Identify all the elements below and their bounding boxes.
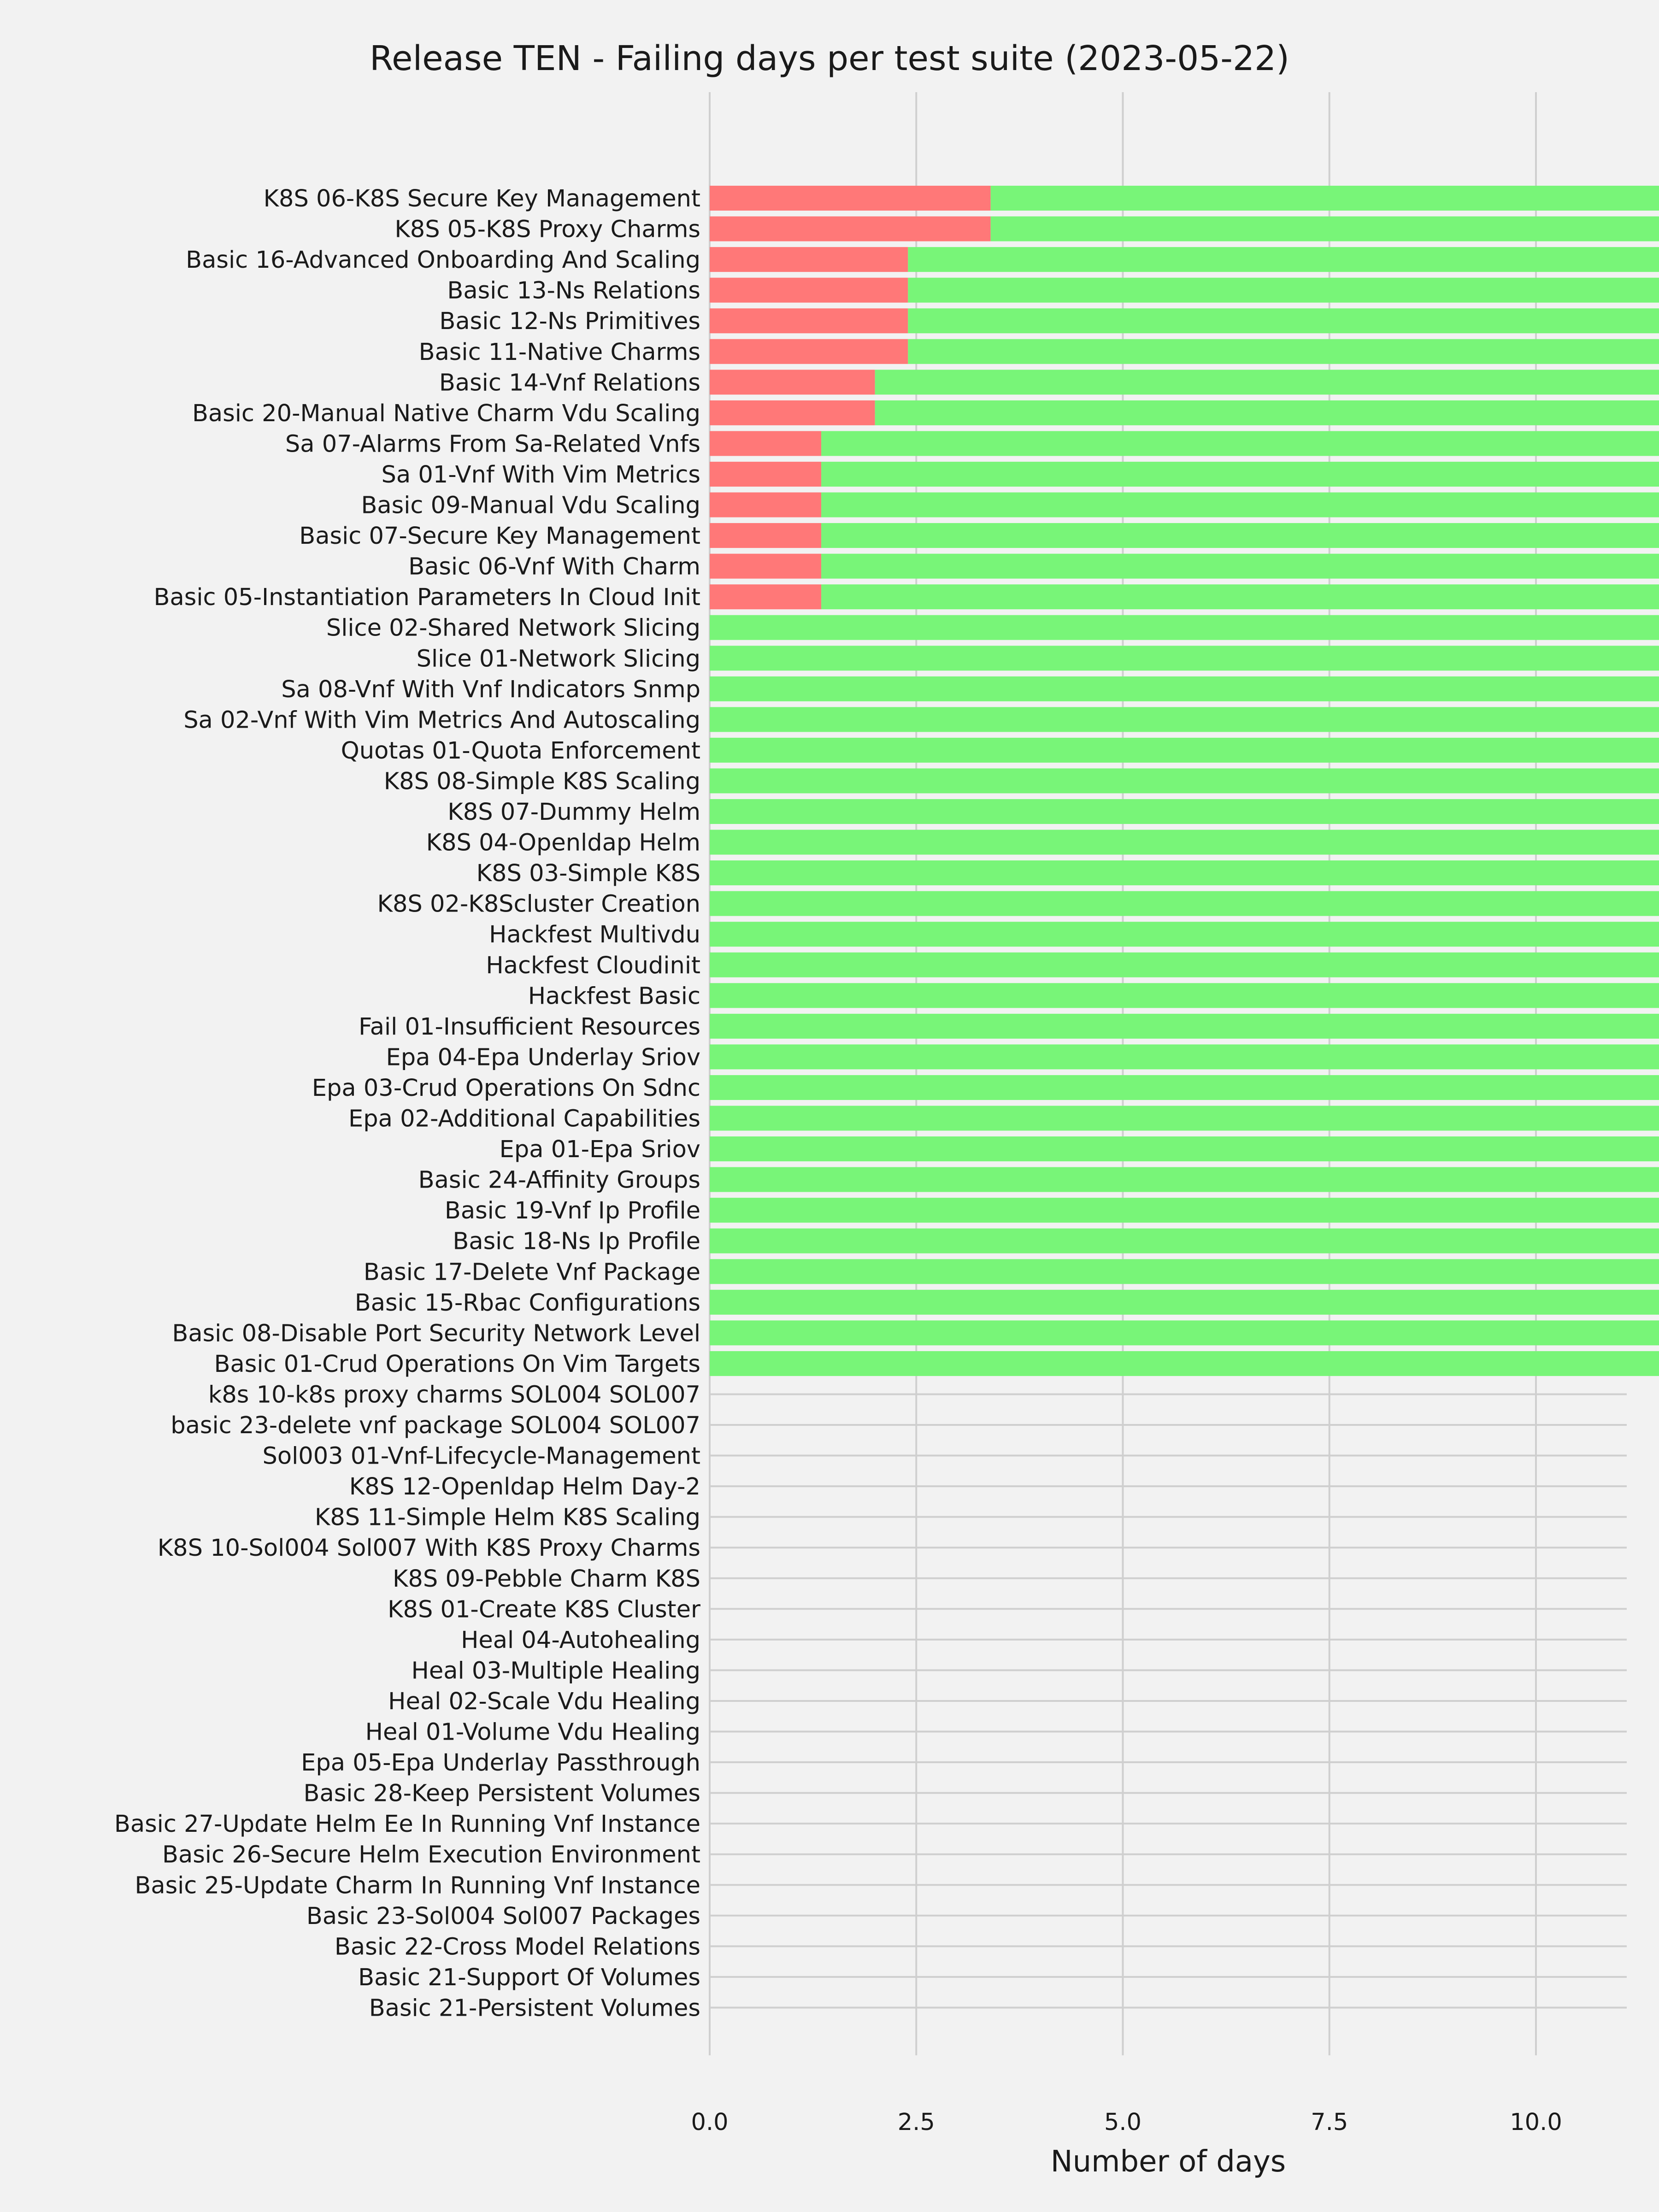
y-tick-label: Quotas 01-Quota Enforcement (341, 737, 700, 765)
bar-passing-days (710, 1075, 1659, 1100)
bar-failing-days (710, 462, 821, 487)
x-tick-label: 0.0 (691, 2109, 729, 2136)
x-axis-label: Number of days (1050, 2145, 1286, 2179)
bar-failing-days (710, 217, 991, 241)
bar-passing-days (710, 983, 1659, 1008)
y-tick-label: K8S 10-Sol004 Sol007 With K8S Proxy Charms (157, 1535, 700, 1562)
bar-passing-days (908, 339, 1659, 364)
bar-passing-days (821, 584, 1659, 609)
bar-passing-days (710, 799, 1659, 824)
bar-passing-days (710, 1136, 1659, 1161)
y-tick-label: Epa 04-Epa Underlay Sriov (386, 1044, 700, 1071)
bar-passing-days (991, 186, 1659, 211)
bar-passing-days (821, 554, 1659, 579)
bar-failing-days (710, 400, 875, 425)
y-tick-label: K8S 06-K8S Secure Key Management (263, 185, 700, 212)
bar-failing-days (710, 584, 821, 609)
bar-passing-days (821, 523, 1659, 548)
bar-passing-days (710, 1259, 1659, 1284)
bar-passing-days (710, 1014, 1659, 1039)
y-tick-label: Fail 01-Insufficient Resources (359, 1013, 700, 1041)
x-tick-label: 7.5 (1311, 2109, 1348, 2136)
x-tick-label: 10.0 (1510, 2109, 1562, 2136)
y-tick-label: Sa 02-Vnf With Vim Metrics And Autoscaling (183, 706, 700, 734)
y-tick-label: Basic 17-Delete Vnf Package (363, 1259, 700, 1286)
y-tick-label: Basic 06-Vnf With Charm (408, 553, 700, 581)
y-tick-label: Sol003 01-Vnf-Lifecycle-Management (262, 1442, 700, 1470)
y-tick-label: K8S 11-Simple Helm K8S Scaling (314, 1504, 700, 1531)
y-tick-label: Sa 01-Vnf With Vim Metrics (381, 461, 700, 488)
bar-failing-days (710, 431, 821, 456)
y-tick-label: Basic 21-Support Of Volumes (358, 1964, 700, 1991)
y-tick-label: Basic 25-Update Charm In Running Vnf Instance (135, 1872, 700, 1900)
y-tick-label: Basic 14-Vnf Relations (439, 369, 700, 397)
bar-passing-days (710, 1320, 1659, 1345)
bar-failing-days (710, 247, 908, 272)
bar-passing-days (710, 953, 1659, 977)
y-tick-label: Basic 11-Native Charms (418, 338, 700, 366)
bar-passing-days (710, 1106, 1659, 1131)
bar-passing-days (710, 830, 1659, 855)
y-tick-label: K8S 02-K8Scluster Creation (377, 890, 700, 918)
chart-title: Release TEN - Failing days per test suite (2023-05-22) (369, 39, 1290, 78)
bar-passing-days (908, 308, 1659, 333)
bar-failing-days (710, 370, 875, 394)
y-tick-label: K8S 09-Pebble Charm K8S (392, 1565, 700, 1593)
bar-passing-days (875, 400, 1659, 425)
y-tick-label: k8s 10-k8s proxy charms SOL004 SOL007 (208, 1381, 700, 1409)
bar-passing-days (710, 615, 1659, 640)
bar-passing-days (710, 677, 1659, 701)
bar-passing-days (908, 247, 1659, 272)
y-tick-label: Basic 07-Secure Key Management (299, 523, 700, 550)
y-tick-label: Heal 03-Multiple Healing (411, 1657, 700, 1685)
y-tick-label: Sa 07-Alarms From Sa-Related Vnfs (285, 430, 700, 458)
bar-passing-days (710, 1167, 1659, 1192)
y-tick-label: Heal 02-Scale Vdu Healing (388, 1688, 700, 1715)
bar-passing-days (710, 707, 1659, 732)
y-tick-label: Hackfest Multivdu (489, 921, 700, 949)
y-tick-label: Basic 23-Sol004 Sol007 Packages (306, 1902, 700, 1930)
y-tick-label: K8S 12-Openldap Helm Day-2 (349, 1473, 700, 1501)
x-tick-label: 2.5 (897, 2109, 935, 2136)
y-tick-label: Epa 03-Crud Operations On Sdnc (312, 1074, 700, 1102)
bar-passing-days (875, 370, 1659, 394)
y-tick-label: Basic 26-Secure Helm Execution Environment (162, 1841, 700, 1869)
bar-passing-days (710, 922, 1659, 947)
bar-passing-days (821, 462, 1659, 487)
y-tick-label: Basic 12-Ns Primitives (439, 308, 700, 335)
y-tick-label: Epa 01-Epa Sriov (499, 1136, 700, 1164)
y-tick-label: Heal 01-Volume Vdu Healing (365, 1718, 700, 1746)
y-tick-label: Epa 05-Epa Underlay Passthrough (301, 1749, 700, 1777)
bar-passing-days (710, 1198, 1659, 1223)
y-tick-label: Basic 09-Manual Vdu Scaling (361, 492, 700, 519)
y-tick-label: Basic 08-Disable Port Security Network Level (172, 1320, 700, 1347)
bar-passing-days (710, 860, 1659, 885)
y-tick-label: Heal 04-Autohealing (461, 1626, 700, 1654)
bar-passing-days (710, 1290, 1659, 1315)
y-tick-label: Sa 08-Vnf With Vnf Indicators Snmp (281, 676, 700, 703)
bar-failing-days (710, 493, 821, 518)
y-tick-label: Basic 24-Affinity Groups (418, 1166, 700, 1194)
y-tick-label: Basic 01-Crud Operations On Vim Targets (214, 1350, 700, 1378)
bar-passing-days (821, 431, 1659, 456)
y-tick-label: Basic 16-Advanced Onboarding And Scaling (186, 247, 700, 274)
bar-passing-days (908, 278, 1659, 303)
y-tick-label: Basic 15-Rbac Configurations (354, 1289, 700, 1317)
bar-passing-days (710, 1351, 1659, 1376)
x-tick-label: 5.0 (1104, 2109, 1142, 2136)
y-tick-label: Slice 01-Network Slicing (416, 645, 700, 673)
y-tick-label: K8S 01-Create K8S Cluster (388, 1596, 700, 1624)
y-tick-label: Basic 13-Ns Relations (447, 277, 700, 305)
bar-failing-days (710, 554, 821, 579)
y-tick-label: Basic 21-Persistent Volumes (369, 1994, 700, 2022)
y-tick-label: Basic 20-Manual Native Charm Vdu Scaling (192, 400, 700, 427)
bar-passing-days (710, 1229, 1659, 1253)
bar-failing-days (710, 278, 908, 303)
bar-passing-days (710, 738, 1659, 763)
y-tick-label: Epa 02-Additional Capabilities (348, 1105, 700, 1133)
y-tick-label: Slice 02-Shared Network Slicing (326, 614, 700, 642)
y-tick-label: Hackfest Basic (528, 982, 700, 1010)
bar-passing-days (991, 217, 1659, 241)
bar-failing-days (710, 523, 821, 548)
y-tick-label: Hackfest Cloudinit (486, 952, 700, 979)
bar-failing-days (710, 339, 908, 364)
y-tick-label: K8S 05-K8S Proxy Charms (394, 216, 700, 243)
bar-passing-days (710, 1044, 1659, 1069)
y-tick-label: basic 23-delete vnf package SOL004 SOL007 (171, 1412, 700, 1439)
bar-passing-days (710, 768, 1659, 793)
y-tick-label: K8S 03-Simple K8S (476, 860, 700, 888)
y-tick-label: Basic 05-Instantiation Parameters In Cloud Init (153, 584, 700, 612)
bar-passing-days (710, 646, 1659, 671)
bar-failing-days (710, 186, 991, 211)
bar-failing-days (710, 308, 908, 333)
y-tick-label: Basic 28-Keep Persistent Volumes (303, 1780, 700, 1807)
y-tick-label: Basic 27-Update Helm Ee In Running Vnf Instance (114, 1811, 700, 1838)
bar-passing-days (821, 493, 1659, 518)
bar-passing-days (710, 891, 1659, 916)
y-tick-label: K8S 08-Simple K8S Scaling (383, 768, 700, 795)
y-tick-label: K8S 07-Dummy Helm (447, 799, 700, 826)
y-tick-label: K8S 04-Openldap Helm (426, 829, 700, 857)
y-tick-label: Basic 18-Ns Ip Profile (453, 1228, 700, 1255)
y-tick-label: Basic 22-Cross Model Relations (334, 1933, 700, 1961)
y-tick-label: Basic 19-Vnf Ip Profile (444, 1197, 700, 1225)
